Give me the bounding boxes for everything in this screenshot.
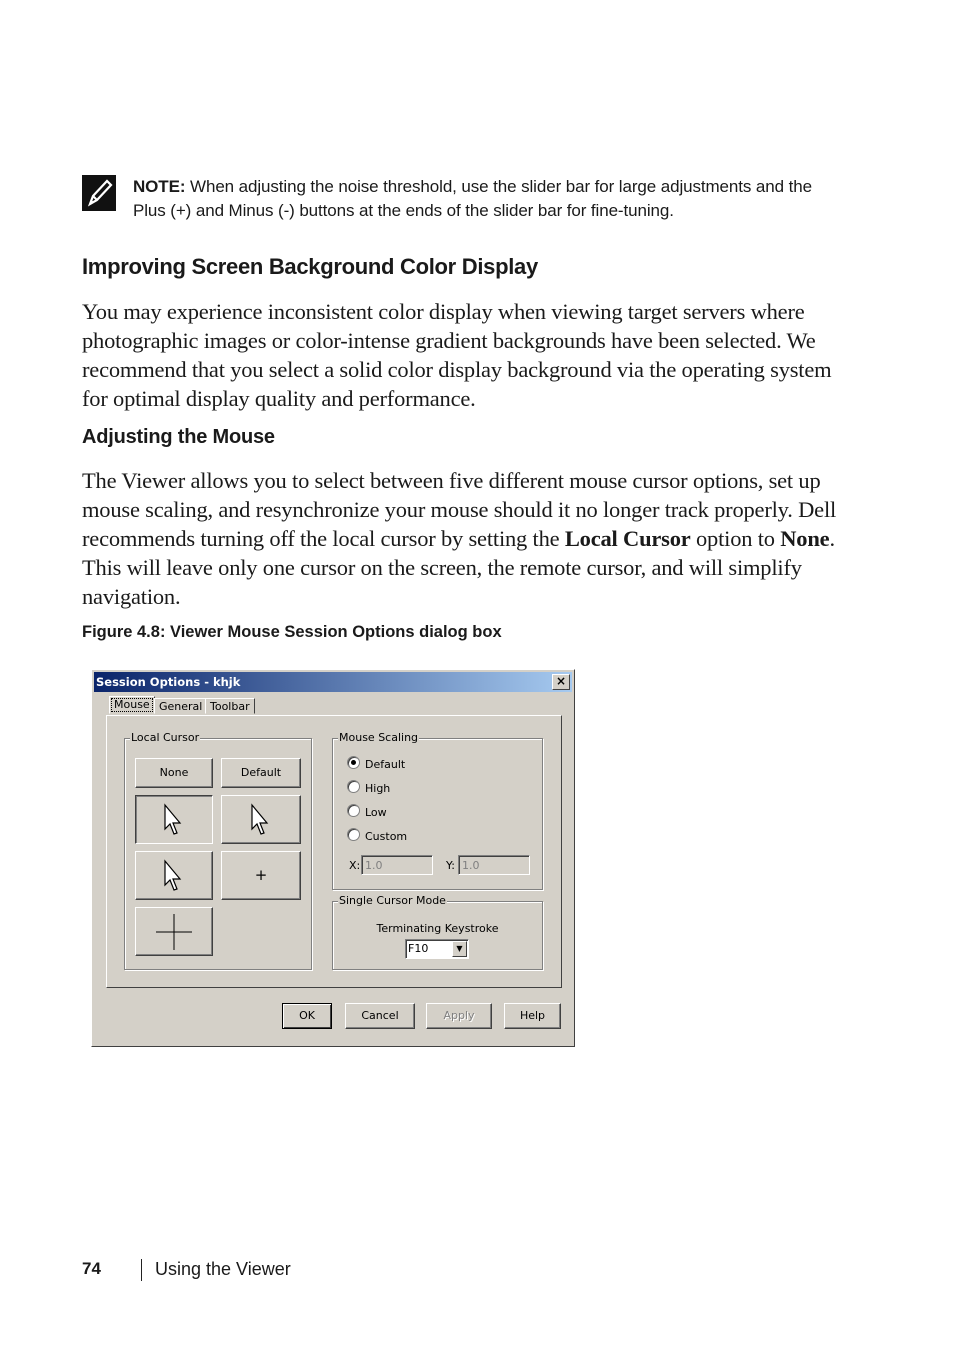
note-label: NOTE: (133, 177, 186, 196)
footer-chapter-title: Using the Viewer (155, 1259, 291, 1279)
mouse-scaling-label: Mouse Scaling (339, 731, 419, 744)
session-options-dialog (91, 669, 575, 1047)
local-cursor-group (124, 731, 312, 970)
radio-selected-icon (347, 756, 360, 769)
dialog-title: Session Options - khjk (96, 675, 241, 689)
help-button[interactable]: Help (504, 1003, 561, 1029)
mouse-scaling-group (332, 731, 543, 890)
cursor-default-button[interactable]: Default (221, 758, 301, 788)
mouse-tab-panel (106, 715, 562, 988)
local-cursor-label: Local Cursor (131, 731, 200, 744)
single-cursor-mode-group (332, 894, 543, 970)
scaling-high-radio[interactable]: High (347, 780, 390, 796)
single-cursor-mode-label: Single Cursor Mode (339, 894, 446, 907)
section-heading-background-color: Improving Screen Background Color Display (82, 254, 538, 279)
chevron-down-icon[interactable]: ▼ (452, 941, 467, 957)
bold-local-cursor: Local Cursor (564, 526, 691, 551)
cursor-arrow-button-3[interactable] (135, 851, 213, 900)
arrow-cursor-icon (162, 859, 186, 893)
note-pencil-icon (82, 175, 116, 211)
scaling-y-input[interactable]: 1.0 (458, 855, 530, 875)
x-label: X: (349, 859, 361, 872)
small-crosshair-icon: + (254, 866, 268, 884)
footer-divider (141, 1259, 142, 1281)
note-text (133, 175, 833, 223)
apply-button[interactable]: Apply (426, 1003, 492, 1029)
ok-button[interactable]: OK (282, 1003, 332, 1029)
scaling-custom-radio[interactable]: Custom (347, 828, 407, 844)
paragraph-adjusting-mouse: The Viewer allows you to select between five different mouse cursor options, set up mouse scaling, and resynchronize your mouse should it no longer track properly. Dell recommends turning off the local cursor by setting the Local Cursor option to None. This will leave only one cursor on the screen, the remote cursor, and will simplify navigation. (82, 468, 837, 609)
paragraph-background-color: You may experience inconsistent color display when viewing target servers where photographic images or color-intense gradient backgrounds have been selected. We recommend that you select a solid color display background via the operating system for optimal display quality and performance. (82, 299, 832, 411)
arrow-cursor-icon (162, 803, 186, 837)
arrow-cursor-icon (249, 803, 273, 837)
cursor-large-crosshair-button[interactable] (135, 907, 213, 956)
cursor-small-crosshair-button[interactable] (221, 851, 301, 900)
cursor-none-button[interactable]: None (135, 758, 213, 788)
cursor-arrow-button-selected[interactable] (135, 795, 213, 844)
radio-icon (347, 828, 360, 841)
scaling-x-input[interactable]: 1.0 (361, 855, 433, 875)
terminating-keystroke-select[interactable]: F10 ▼ (405, 939, 469, 959)
y-label: Y: (446, 859, 455, 872)
cursor-arrow-button-2[interactable] (221, 795, 301, 844)
scaling-low-radio[interactable]: Low (347, 804, 387, 820)
note-body: When adjusting the noise threshold, use the slider bar for large adjustments and the Plus (+) and Minus (-) buttons at the ends of the slider bar for fine-tuning. (133, 177, 812, 220)
radio-icon (347, 804, 360, 817)
tab-toolbar[interactable]: Toolbar (205, 698, 255, 714)
figure-caption: Figure 4.8: Viewer Mouse Session Options dialog box (82, 623, 502, 641)
dialog-titlebar[interactable] (94, 672, 572, 692)
close-icon[interactable]: × (552, 674, 570, 690)
tab-general[interactable]: General (154, 698, 207, 714)
cancel-button[interactable]: Cancel (345, 1003, 415, 1029)
tab-mouse[interactable]: Mouse (109, 696, 155, 714)
page-number: 74 (82, 1259, 101, 1278)
section-heading-adjusting-mouse: Adjusting the Mouse (82, 426, 275, 448)
bold-none: None (780, 526, 830, 551)
large-crosshair-icon (154, 912, 194, 952)
scaling-default-radio[interactable]: Default (347, 756, 405, 772)
terminating-keystroke-label: Terminating Keystroke (376, 922, 499, 935)
radio-icon (347, 780, 360, 793)
